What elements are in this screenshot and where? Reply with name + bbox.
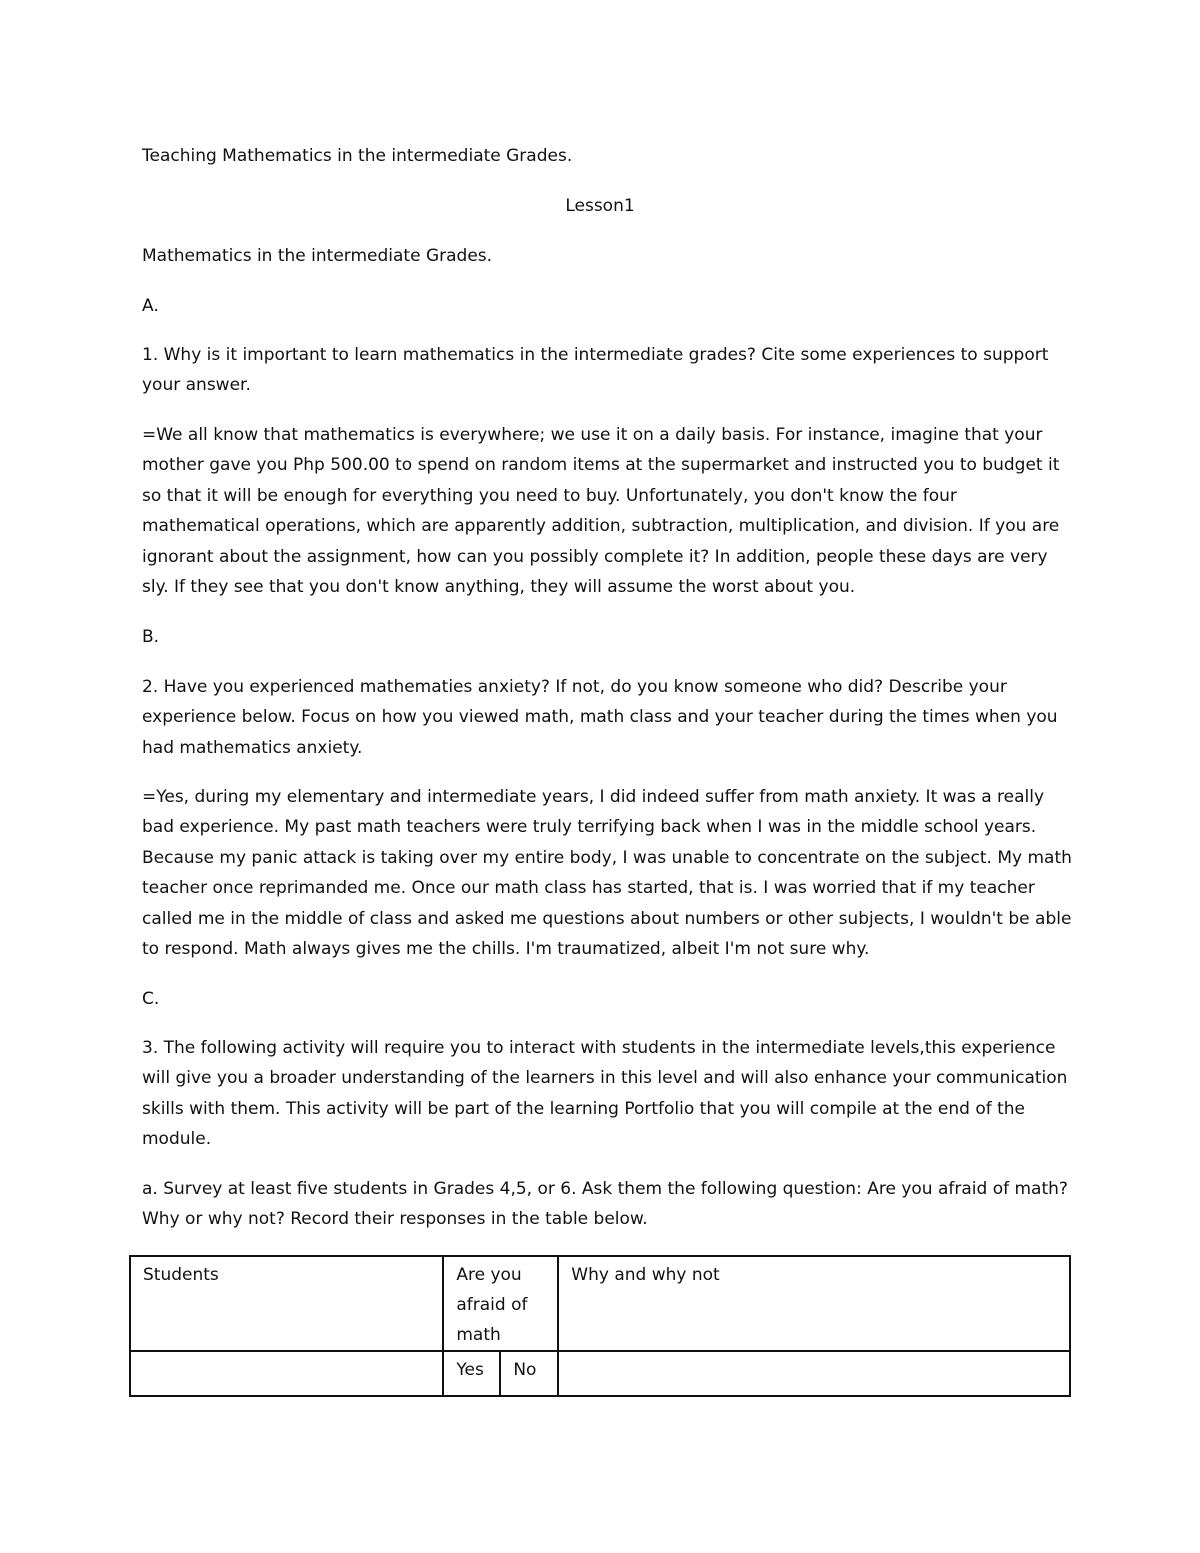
question-3: 3. The following activity will require you to interact with students in the intermediate levels,this experience will give you a broader understanding of the learners in this level and will also enhance your communication skills with them. This activity will be part of the learning Portfolio that you will compile at the end of the module. <box>142 1038 1068 1150</box>
header-why: Why and why not <box>558 1256 1070 1351</box>
question-2: 2. Have you experienced mathematies anxiety? If not, do you know someone who did? Describe your experience below. Focus on how you viewed math, math class and your teacher during the times when you had mathematics anxiety. <box>142 677 1058 758</box>
section-b-label: B. <box>142 627 160 647</box>
question-1: 1. Why is it important to learn mathematics in the intermediate grades? Cite some experiences to support your answer. <box>142 345 1049 396</box>
header-afraid-of-math: Are you afraid of math <box>443 1256 558 1351</box>
student-name-cell[interactable] <box>130 1351 443 1396</box>
survey-table <box>129 1255 1071 1397</box>
lesson-heading: Lesson1 <box>565 196 635 216</box>
reason-cell[interactable] <box>558 1351 1070 1396</box>
table-row <box>130 1351 1070 1396</box>
no-subheader: No <box>500 1351 558 1396</box>
survey-instruction: a. Survey at least five students in Grades 4,5, or 6. Ask them the following question: Are you afraid of math? Why or why not? Record their responses in the table below. <box>142 1179 1068 1230</box>
answer-1: =We all know that mathematics is everywhere; we use it on a daily basis. For instance, imagine that your mother gave you Php 500.00 to spend on random items at the supermarket and instructed you to budget it so that it will be enough for everything you need to buy. Unfortunately, you don't know the four mathematical operations, which are apparently addition, subtraction, multiplication, and division. If you are ignorant about the assignment, how can you possibly complete it? In addition, people these days are very sly. If they see that you don't know anything, they will assume the worst about you. <box>142 425 1060 598</box>
header-students: Students <box>130 1256 443 1351</box>
table-header-row <box>130 1256 1070 1351</box>
document-title: Teaching Mathematics in the intermediate Grades. <box>142 146 573 166</box>
section-c-label: C. <box>142 989 160 1009</box>
answer-2: =Yes, during my elementary and intermediate years, I did indeed suffer from math anxiety. It was a really bad experience. My past math teachers were truly terrifying back when I was in the middle school years. Because my panic attack is taking over my entire body, I was unable to concentrate on the subject. My math teacher once reprimanded me. Once our math class has started, that is. I was worried that if my teacher called me in the middle of class and asked me questions about numbers or other subjects, I wouldn't be able to respond. Math always gives me the chills. I'm traumatized, albeit I'm not sure why. <box>142 787 1072 960</box>
section-a-label: A. <box>142 296 159 316</box>
yes-subheader: Yes <box>443 1351 500 1396</box>
lesson-subtitle: Mathematics in the intermediate Grades. <box>142 246 493 266</box>
